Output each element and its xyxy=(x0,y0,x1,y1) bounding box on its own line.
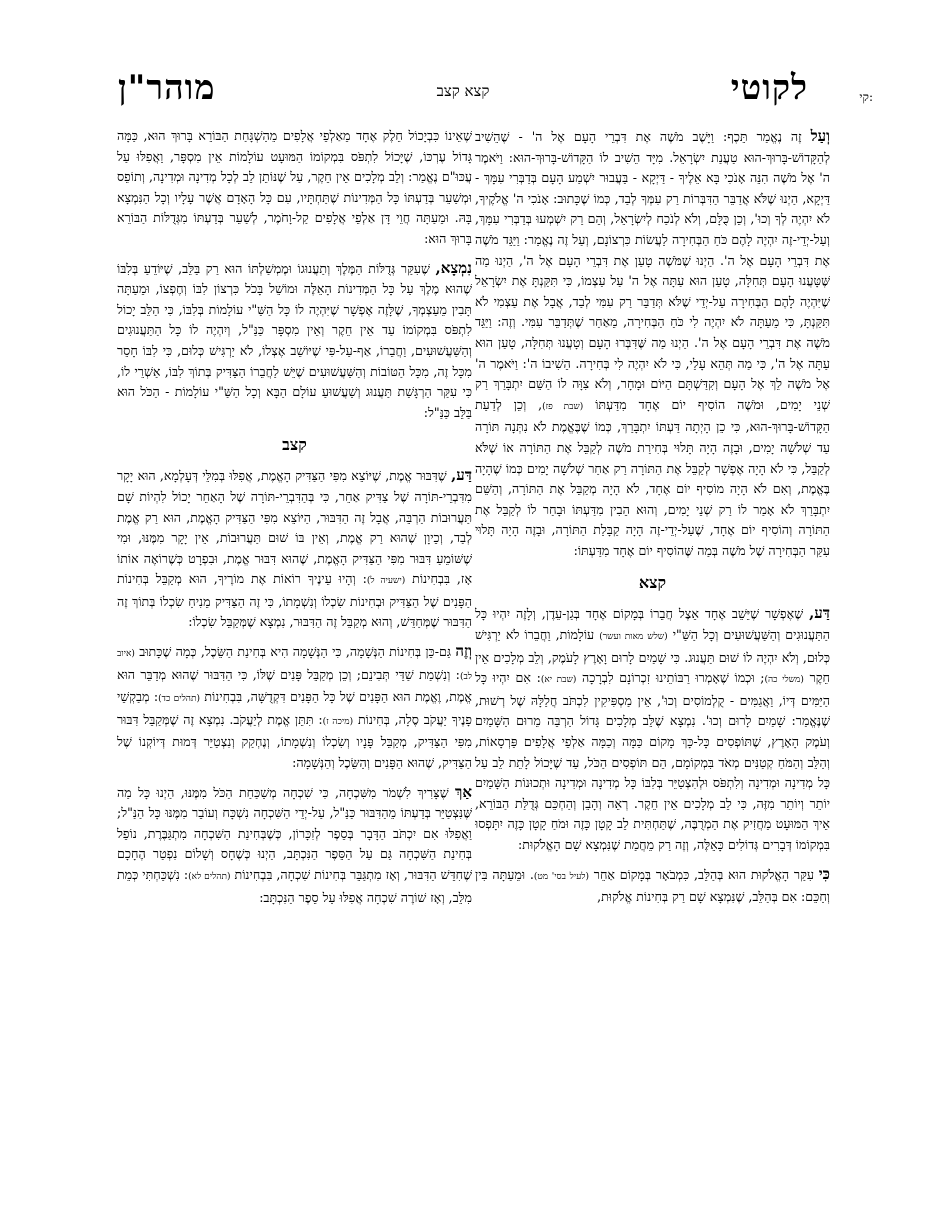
source-reference: (מיכה ז) xyxy=(322,716,354,727)
left-column xyxy=(117,126,472,1166)
page-number: קי: xyxy=(859,90,873,104)
paragraph-text: שֶׁאֶפְשָׁר שֶׁיֵּשֵׁב אֶחָד אֵצֶל חֲבֵרוֹ בְּמָקוֹם אֶחָד בְּגַן-עֵדֶן, וְלָזֶה יִהְיוּ כָּל הַתַּעֲנוּגִים וְהַשַּׁעֲשׁוּעִים וְכָל הַשַּׁ"י xyxy=(475,606,830,643)
source-reference: (תהלים כד) xyxy=(158,694,200,705)
paragraph xyxy=(475,864,830,908)
paragraph-text: שֶׁצָּרִיךְ לִשְׁמֹר מִשִּׁכְחָה, כִּי שִׁכְחָה מְשַׁכַּחַת הַכֹּל מִמֶּנּוּ, הַיְנוּ כָּל מַה שֶּׁנִּצְטַיֵּר בְּדַעְתּוֹ מֵהַדִּבּוּר כַּנַּ"ל, עַל-יְדֵי הַשִּׁכְחָה נִשְׁכָּח וְעוֹבֵר מִמֶּנּוּ כָּל הַנַּ"ל; וַאֲפִלּוּ אִם יִכְתֹּב הַדָּבָר בְּסֵפֶר לְזִכָּרוֹן, כְּשֶׁבְּחִינַת הַשִּׁכְחָה מִתְגַּבֶּרֶת, נוֹפֵל בְּחִינַת הַשִּׁכְחָה גַּם עַל הַסֵּפֶר הַנִּכְתָּב, הַיְנוּ כְּשֶׁחָס וְשָׁלוֹם נִפְטַר הֶחָכָם שֶׁחִדֵּשׁ הַדִּבּוּר, וְאָז מִתְגַּבֵּר בְּחִינוֹת שִׁכְחָה, בִּבְחִינוֹת xyxy=(117,784,472,882)
paragraph-lead-word: וְזֶה xyxy=(455,642,472,661)
paragraph xyxy=(475,126,830,561)
paragraph xyxy=(117,258,472,424)
paragraph-text: , וְכֵן לְדַעַת הַקָּדוֹשׁ-בָּרוּךְ-הוּא, כִּי כֵן הָיְתָה דַּעְתּוֹ יִתְבָּרַךְ, כְּמוֹ שֶׁבֶּאֱמֶת לֹא נִתְּנָה תּוֹרָה עַד שְׁלֹשָׁה יָמִים, וּבָזֶה הָיָה תָּלוּי בְּחִירַת מֹשֶׁה לְקַבֵּל אֶת הַתּוֹרָה אוֹ שֶׁלֹּא לְקַבֵּל, כִּי לֹא הָיָה אֶפְשָׁר לְקַבֵּל אֶת הַתּוֹרָה רַק אַחַר שְׁלֹשָׁה יָמִים כְּמוֹ שֶׁהָיָה בֶּאֱמֶת, וְאִם לֹא הָיָה מוֹסִיף יוֹם אֶחָד, לֹא הָיָה מְקַבֵּל אֶת הַתּוֹרָה, וְהַשֵּׁם יִתְבָּרַךְ לֹא אָמַר לוֹ רַק שְׁנֵי יָמִים, וְהוּא הֵבִין מִדַּעְתּוֹ וּבָחַר לוֹ לְקַבֵּל אֶת הַתּוֹרָה וְהוֹסִיף יוֹם אֶחָד, שֶׁעַל-יְדֵי-זֶה הָיָה קַבָּלַת הַתּוֹרָה, וּבָזֶה הָיָה תָּלוּי עִקַּר הַבְּחִירָה שֶׁל מֹשֶׁה בְּמַה שֶּׁהוֹסִיף יוֹם אֶחָד מִדַּעְתּוֹ: xyxy=(475,396,830,558)
header-section-numbers: קצא קצב xyxy=(436,82,490,100)
paragraph-text: גַּם-כֵּן בְּחִינוֹת הַנְּשָׁמָה, כִּי הַנְּשָׁמָה הִיא בְּחִינַת הַשֵּׂכֶל, כְּמָה שֶׁכָּתוּב xyxy=(139,644,456,660)
source-reference: (שלש מאות ועשר) xyxy=(599,632,668,643)
paragraph-text: ; וּכְמוֹ שֶׁאָמְרוּ רַבּוֹתֵינוּ זִכְרוֹנָם לִבְרָכָה xyxy=(582,670,765,686)
paragraph xyxy=(117,465,472,633)
paragraph-lead-word: כִּי xyxy=(818,864,830,883)
source-reference: (שבת יא) xyxy=(540,675,577,686)
section-heading: קצא xyxy=(638,573,667,593)
header-title-moharan: מוהר"ן xyxy=(118,68,216,108)
paragraph-lead-word: אַךְ xyxy=(455,782,472,801)
paragraph-text: עוֹלָמוֹת, וַחֲבֵרוֹ לֹא יַרְגִּישׁ כְּלוּם, וְלֹא יִהְיֶה לוֹ שׁוּם תַּעֲנוּג. כִּי שָׁמַיִם לָרוּם וָאָרֶץ לָעֹמֶק, וְלֵב מְלָכִים אֵין חֵקֶר xyxy=(475,627,830,686)
paragraph-lead-word: דַּע, xyxy=(809,604,830,623)
source-reference: (לעיל בסי' מט) xyxy=(533,871,590,882)
paragraph-text: : מְבַקְשֵׁי פָנֶיךָ יַעֲקֹב סֶלָה, בְּחִינוֹת xyxy=(117,689,472,727)
right-column xyxy=(475,126,830,1166)
paragraph-lead-word: נִמְצָא, xyxy=(435,258,472,277)
source-reference: (איוב לב) xyxy=(117,649,472,682)
paragraph-text: : נִשְׁכַּחְתִּי כְּמֵת מִלֵּב, וְאָז שׁוֹרֶה שִׁכְחָה אֲפִלּוּ עַל סֵפֶר הַנִּכְתָּב: xyxy=(117,867,472,905)
source-reference: (משלי כה) xyxy=(764,675,804,686)
paragraph-text: : וְהָיוּ עֵינֶיךָ רוֹאוֹת אֶת מוֹרֶיךָ, הוּא מְקַבֵּל בְּחִינוֹת הַפָּנִים שֶׁל הַצַּדִּיק וּבְחִינוֹת שִׂכְלוֹ וְנִשְׁמָתוֹ, כִּי זֶה הַצַּדִּיק מֵנִיחַ שִׂכְלוֹ בְּתוֹךְ זֶה הַדִּבּוּר שֶׁמְּחַדֵּשׁ, וְהוּא מְקַבֵּל זֶה הַדִּבּוּר, נִמְצָא שֶׁמְּקַבֵּל שִׂכְלוֹ: xyxy=(117,571,472,630)
source-reference: (ישעיה ל) xyxy=(366,576,406,587)
source-reference: (שבת פז) xyxy=(542,401,584,412)
paragraph-text: : תִּתֵּן אֱמֶת לְיַעֲקֹב. נִמְצָא זֶה שֶׁמְּקַבֵּל דִּבּוּר מִפִּי הַצַּדִּיק, מְקַבֵּל פָּנָיו וְשִׂכְלוֹ וְנִשְׁמָתוֹ, וְנֶחְקַק וְנִצְטַיֵּר דְּמוּת דְּיוֹקְנוֹ שֶׁל הַצַּדִּיק, שֶׁהוּא הַפָּנִים וְהַשֵּׂכֶל וְהַנְּשָׁמָה: xyxy=(117,711,472,771)
paragraph-text: עִקַּר הָאֱלֹקוּת הוּא בְּהַלֵּב, כִּמְבֹאָר בְּמָקוֹם אַחֵר xyxy=(593,866,819,882)
source-reference: (תהלים לא) xyxy=(188,872,231,882)
paragraph-text: שֶׁאֵינוֹ כִּבְיָכוֹל חֵלֶק אֶחָד מֵאַלְפֵי אֲלָפִים מֵהַשְׁגָּחַת הַבּוֹרֵא בָּרוּךְ הוּא, כַּמָּה גָּדוֹל עֶרְכּוֹ, שֶׁיָּכוֹל לִתְפֹּס בִּמְקוֹמוֹ הַמּוּעָט עוֹלָמוֹת אֵין מִסְפָּר, וַאֲפִלּוּ עַל עֲכּוּ"ם נֶאֱמַר: וְלֵב מְלָכִים אֵין חֵקֶר, עַל שֶׁנּוֹתֵן לֵב לְכָל מְדִינָה וּמְדִינָה, וְתוֹפֵס וּמְשַׁעֵר בְּדַעְתּוֹ כָּל הַמְּדִינוֹת שֶׁתַּחְתָּיו, עִם כָּל הָאָדָם אֲשֶׁר עָלָיו וְכָל הַנִּמְצָא בָּהּ. וּמֵעַתָּה חֲוֵי דָּן אַלְפֵי אֲלָפִים קַל-וָחֹמֶר, לְשַׁעֵר בְּדַעְתּוֹ מִגְּדֻלּוֹת הַבּוֹרֵא בָּרוּךְ הוּא: xyxy=(117,128,472,246)
paragraph xyxy=(117,126,472,250)
paragraph-lead-word: דַּע, xyxy=(451,466,472,485)
paragraph xyxy=(117,782,472,909)
header-title-likutei: לקוטי xyxy=(730,68,808,108)
paragraph-text: זֶה נֶאֱמַר תֵּכֶף: וַיָּשֶׁב מֹשֶׁה אֶת דִּבְרֵי הָעָם אֶל ה' - שֶׁהֵשִׁיב לְהַקָּדוֹשׁ-בָּרוּךְ-הוּא טַעֲנַת יִשְׂרָאֵל. מִיָּד הֵשִׁיב לוֹ הַקָּדוֹשׁ-בָּרוּךְ-הוּא: וַיֹּאמֶר ה' אֶל מֹשֶׁה הִנֵּה אָנֹכִי בָּא אֵלֶיךָ - דַּיְקָא - בַּעֲבוּר יִשְׁמַע הָעָם בְּדַבְּרִי עִמָּךְ - דַּיְקָא, הַיְנוּ שֶׁלֹּא אֲדַבֵּר הַדִּבְּרוֹת רַק עִמְּךָ לְבַד, כְּמוֹ שֶׁכָּתוּב: אָנֹכִי ה' אֱלֹקֶיךָ, לֹא יִהְיֶה לְךָ וְכוּ', וְכֵן כֻּלָּם, וְלֹא לְנֹכַח לְיִשְׂרָאֵל, וְהֵם רַק יִשְׁמְעוּ בְּדַבְּרִי עִמָּךְ, וְעַל-יְדֵי-זֶה יִהְיֶה לָהֶם כֹּחַ הַבְּחִירָה לַעֲשׂוֹת כִּרְצוֹנָם, וְעַל זֶה נֶאֱמַר: וַיַּגֵּד מֹשֶׁה אֶת דִּבְרֵי הָעָם אֶל ה'. הַיְנוּ שֶׁמֹּשֶׁה טָעַן אֶת דִּבְרֵי הָעָם אֶל ה', הַיְנוּ מַה שֶּׁטָּעֲנוּ הָעָם תְּחִלָּה, טָעַן הוּא עַתָּה אֶל ה' עַל עַצְמוֹ, כִּי תִּקַּנְתָּ אֶת יִשְׂרָאֵל שֶׁיִּהְיֶה לָהֶם הַבְּחִירָה עַל-יְדֵי שֶׁלֹּא תְּדַבֵּר רַק עִמִּי לְבַד, אֲבָל אֶת עַצְמִי לֹא תִּקַּנְתָּ, כִּי מֵעַתָּה לֹא יִהְיֶה לִי כֹּחַ הַבְּחִירָה, מֵאַחַר שֶׁתְּדַבֵּר עִמִּי. וְזֶה: וַיַּגֵּד מֹשֶׁה אֶת דִּבְרֵי הָעָם אֶל ה'. הַיְנוּ מַה שֶּׁדִּבְּרוּ הָעָם וְטָעֲנוּ תְּחִלָּה, טָעַן הוּא עַתָּה אֶל ה', כִּי מַה תְּהֵא עָלַי, כִּי לֹא יִהְיֶה לִי בְּחִירָה. הֵשִׁיבוֹ ה': וַיֹּאמֶר ה' אֶל מֹשֶׁה לֵךְ אֶל הָעָם וְקִדַּשְׁתָּם הַיּוֹם וּמָחָר, וְלֹא צִוָּה לוֹ הַשֵּׁם יִתְבָּרַךְ רַק שְׁנֵי יָמִים, וּמֹשֶׁה הוֹסִיף יוֹם אֶחָד מִדַּעְתּוֹ xyxy=(475,129,830,412)
paragraph xyxy=(117,641,472,774)
paragraph-text: . וּמֵעַתָּה בִּין וְחַכֵּם: אִם בְּהַלֵּב, שֶׁנִּמְצָא שָׁם רַק בְּחִינוֹת אֱלֹקוּת, xyxy=(475,866,830,905)
running-header xyxy=(118,68,808,108)
paragraph-text: : וְנִשְׁמַת שַׁדַּי תְּבִינֵם; וְכֵן מְקַבֵּל פָּנִים שֶׁלּוֹ, כִּי הַדִּבּוּר שֶׁהוּא מְדַבֵּר הוּא אֱמֶת, וֶאֱמֶת הוּא הַפָּנִים שֶׁל כָּל הַפָּנִים דִּקְדֻשָּׁה, בִּבְחִינוֹת xyxy=(117,666,472,705)
paragraph xyxy=(475,603,830,855)
paragraph-text: : אִם יִהְיוּ כָּל הַיַּמִּים דְּיוֹ, וַאֲגַמִּים - קֻלְמוֹסִים וְכוּ', אֵין מַסְפִּיקִין לִכְתֹּב חֲלַלָּהּ שֶׁל רְשׁוּת, שֶׁנֶּאֱמַר: שָׁמַיִם לָרוּם וְכוּ'. נִמְצָא שֶׁלֵּב מְלָכִים גָּדוֹל הַרְבֵּה מֵרוּם הַשָּׁמַיִם וְעֹמֶק הָאָרֶץ, שֶׁתּוֹפְסִים כָּל-כָּךְ מָקוֹם כַּמָּה וְכַמָּה אַלְפֵי אֲלָפִים פַּרְסָאוֹת, וְהַלֵּב וְהַמֹּחַ קְטַנִּים מְאֹד בִּמְקוֹמָם, הֵם תּוֹפְסִים הַכֹּל, עַד שֶׁיָּכוֹל לָתֵת לֵב עַל כָּל מְדִינָה וּמְדִינָה וְלִתְפֹּס וּלְהִצְטַיֵּר בְּלִבּוֹ כָּל מְדִינָה וּמְדִינָה וּתְכוּנוֹת הַשָּׁמַיִם יוֹתֵר וְיוֹתֵר מִזֶּה, כִּי לֵב מְלָכִים אֵין חֵקֶר. רְאֵה וְהָבֵן וְהַחְכֵּם גְּדֻלַּת הַבּוֹרֵא, אֵיךְ הַמּוּעָט מַחֲזִיק אֶת הַמְרֻבֶּה, שֶׁתַּחְתִּית לֵב קָטָן כָּזֶה וּמֹחַ קָטָן כָּזֶה יִתָּפְסוּ בִּמְקוֹמוֹ דְּבָרִים גְּדוֹלִים כָּאֵלֶּה, וְזֶה רַק מֵחֲמַת שֶׁנִּמְצָא שָׁם הָאֱלֹקוּת: xyxy=(475,670,830,852)
paragraph-text: שֶׁדִּבּוּר אֱמֶת, שֶׁיּוֹצֵא מִפִּי הַצַּדִּיק הָאֱמֶת, אֲפִלּוּ בְּמִלֵּי דְּעָלְמָא, הוּא יָקָר מִדִּבְרֵי-תּוֹרָה שֶׁל צַדִּיק אַחֵר, כִּי בְּהַדִּבְרֵי-תּוֹרָה שֶׁל הָאַחֵר יָכוֹל לִהְיוֹת שָׁם תַּעֲרוּבוֹת הַרְבֵּה, אֲבָל זֶה הַדִּבּוּר, הַיּוֹצֵא מִפִּי הַצַּדִּיק הָאֱמֶת, הוּא רַק אֱמֶת לְבַד, וְכֵיוָן שֶׁהוּא רַק אֱמֶת, וְאֵין בּוֹ שׁוּם תַּעֲרוּבוֹת, אֵין יָקָר מִמֶּנּוּ, וּמִי שֶׁשּׁוֹמֵעַ דִּבּוּר מִפִּי הַצַּדִּיק הָאֱמֶת, שֶׁהוּא דִּבּוּר אֱמֶת, וּבִפְרָט כְּשֶׁרוֹאֶה אוֹתוֹ אָז, בִּבְחִינוֹת xyxy=(117,468,472,587)
section-heading: קצב xyxy=(282,435,307,455)
paragraph-text: שֶׁעִקַּר גְּדֻלּוֹת הַמֶּלֶךְ וְתַעֲנוּגוֹ וּמֶמְשַׁלְתּוֹ הוּא רַק בַּלֵּב, שֶׁיּוֹדֵעַ בְּלִבּוֹ שֶׁהוּא מֶלֶךְ עַל כָּל הַמְּדִינוֹת הָאֵלֶּה וּמוֹשֵׁל בָּכֹל כִּרְצוֹן לִבּוֹ וְחֶפְצוֹ, וּמֵעַתָּה תָּבִין מֵעַצְמְךָ, שֶׁלָּזֶה אֶפְשָׁר שֶׁיִּהְיֶה לוֹ כָּל הַשַּׁ"י עוֹלָמוֹת בְּלִבּוֹ, כִּי הַלֵּב יָכוֹל לִתְפֹּס בִּמְקוֹמוֹ עַד אֵין חֵקֶר וְאֵין מִסְפָּר כַּנַּ"ל, וְיִהְיֶה לוֹ כָּל הַתַּעֲנוּגִים וְהַשַּׁעֲשׁוּעִים, וַחֲבֵרוֹ, אַף-עַל-פִּי שֶׁיּוֹשֵׁב אֶצְלוֹ, לֹא יַרְגִּישׁ כְּלוּם, כִּי לִבּוֹ חָסֵר מִכָּל זֶה, מִכָּל הַטּוֹבוֹת וְהַשַּׁעֲשׁוּעִים שֶׁיֵּשׁ לַחֲבֵרוֹ הַצַּדִּיק בְּתוֹךְ לִבּוֹ, אַשְׁרֵי לוֹ, כִּי עִקַּר הַרְגָּשַׁת תַּעֲנוּג וְשַׁעֲשׁוּעַ עוֹלָם הַבָּא וְכָל הַשַּׁ"י עוֹלָמוֹת - הַכֹּל הוּא בַּלֵּב כַּנַּ"ל: xyxy=(117,260,472,420)
paragraph-lead-word: וְעַל xyxy=(810,127,830,145)
